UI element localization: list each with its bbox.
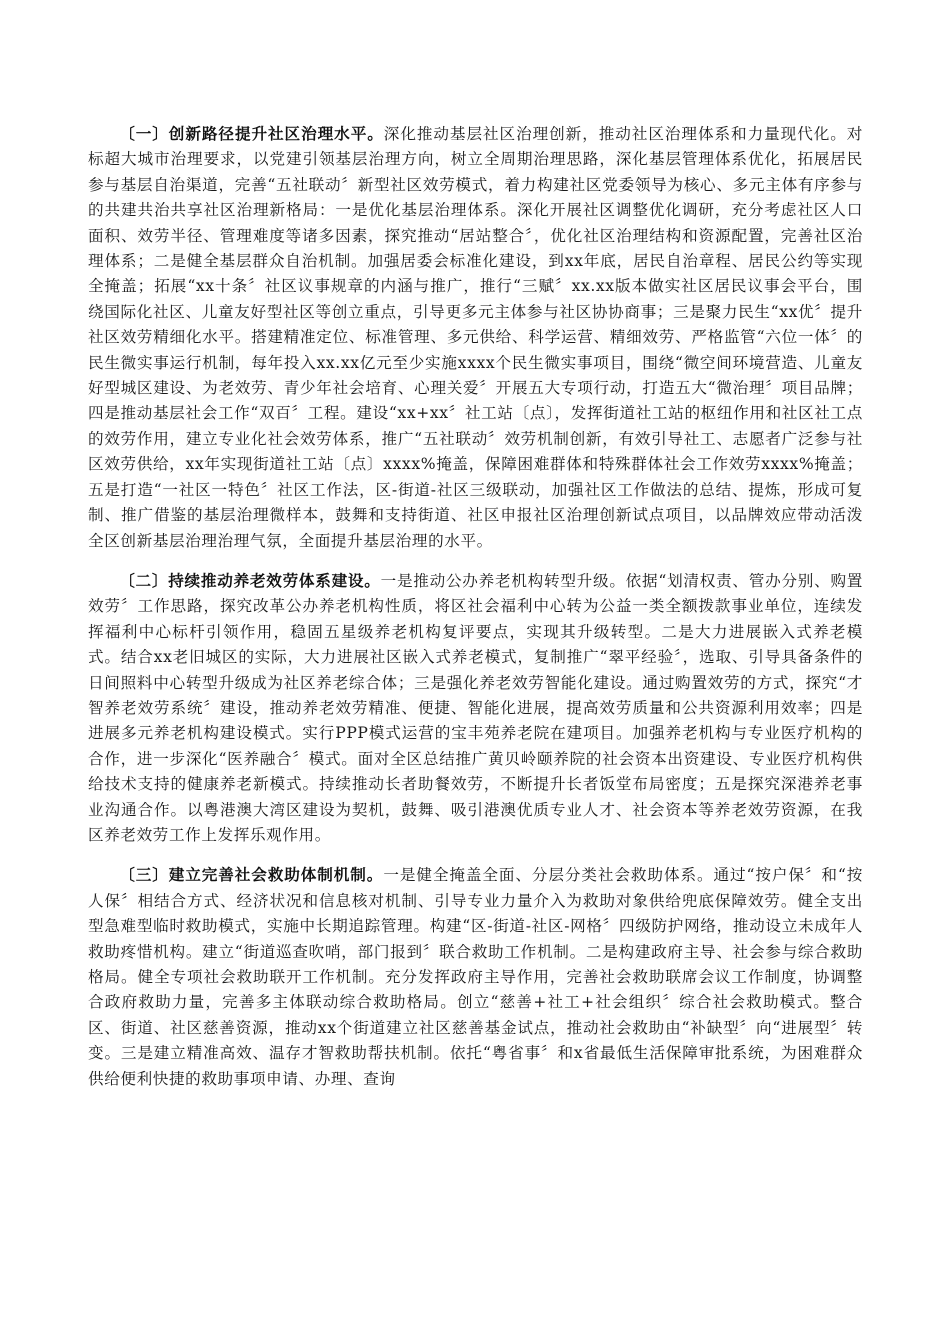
section-paragraph-3 <box>88 863 863 1092</box>
section-heading-3: 〔三〕建立完善社会救助体制机制。 <box>119 866 384 885</box>
section-paragraph-1 <box>88 122 863 554</box>
section-heading-1: 〔一〕创新路径提升社区治理水平。 <box>119 125 384 143</box>
section-body-1: 深化推动基层社区治理创新，推动社区治理体系和力量现代化。对标超大城市治理要求，以党建引领基层治理方向，树立全周期治理思路，深化基层管理体系优化，拓展居民参与基层自治渠道，完善“五社联动〞新型社区效劳模式，着力构建社区党委领导为核心、多元主体有序参与的共建共治共享社区治理新格局：一是优化基层治理体系。深化开展社区调整优化调研，充分考虑社区人口面积、效劳半径、管理难度等诸多因素，探究推动“居站整合〞，优化社区治理结构和资源配置，完善社区治理体系；二是健全基层群众自治机制。加强居委会标准化建设，到xx年底，居民自治章程、居民公约等实现全掩盖；拓展“xx十条〞社区议事规章的内涵与推广，推行“三赋〞xx.xx版本做实社区居民议事会平台，围绕国际化社区、儿童友好型社区等创立重点，引导更多元主体参与社区协协商事；三是聚力民生“xx优〞提升社区效劳精细化水平。搭建精准定位、标准管理、多元供给、科学运营、精细效劳、严格监管“六位一体〞的民生微实事运行机制，每年投入xx.xx亿元至少实施xxxx个民生微实事项目，围绕“微空间环境营造、儿童友好型城区建设、为老效劳、青少年社会培育、心理关爱〞开展五大专项行动，打造五大“微治理〞项目品牌；四是推动基层社会工作“双百〞工程。建设“xx+xx〞社工站〔点〕，发挥街道社工站的枢纽作用和社区社工点的效劳作用，建立专业化社会效劳体系，推广“五社联动〞效劳机制创新，有效引导社工、志愿者广泛参与社区效劳供给，xx年实现街道社工站〔点〕xxxx%掩盖，保障困难群体和特殊群体社会工作效劳xxxx%掩盖；五是打造“一社区一特色〞社区工作法，区-街道-社区三级联动，加强社区工作做法的总结、提炼，形成可复制、推广借鉴的基层治理微样本，鼓舞和支持街道、社区申报社区治理创新试点项目，以品牌效应带动活泼全区创新基层治理治理气氛，全面提升基层治理的水平。 <box>88 125 863 550</box>
section-body-3: 一是健全掩盖全面、分层分类社会救助体系。通过“按户保〞和“按人保〞相结合方式、经济状况和信息核对机制、引导专业力量介入为救助对象供给兜底保障效劳。健全支出型急难型临时救助模式，实施中长期追踪管理。构建“区-街道-社区-网格〞四级防护网络，推动设立未成年人救助疼惜机构。建立“街道巡查吹哨，部门报到〞联合救助工作机制。二是构建政府主导、社会参与综合救助格局。健全专项社会救助联开工作机制。充分发挥政府主导作用，完善社会救助联席会议工作制度，协调整合政府救助力量，完善多主体联动综合救助格局。创立“慈善+社工+社会组织〞综合社会救助模式。整合区、街道、社区慈善资源，推动xx个街道建立社区慈善基金试点，推动社会救助由“补缺型〞向“进展型〞转变。三是建立精准高效、温存才智救助帮扶机制。依托“粤省事〞和x省最低生活保障审批系统，为困难群众供给便利快捷的救助事项申请、办理、查询 <box>88 866 863 1088</box>
section-heading-2: 〔二〕持续推动养老效劳体系建设。 <box>119 571 381 590</box>
section-paragraph-2 <box>88 569 863 848</box>
document-page <box>88 122 863 1107</box>
section-body-2: 一是推动公办养老机构转型升级。依据“划清权责、管办分别、购置效劳〞工作思路，探究改革公办养老机构性质，将区社会福利中心转为公益一类全额拨款事业单位，连续发挥福利中心标杆引领作用，稳固五星级养老机构复评要点，实现其升级转型。二是大力进展嵌入式养老模式。结合xx老旧城区的实际，大力进展社区嵌入式养老模式，复制推广“翠平经验〞，选取、引导具备条件的日间照料中心转型升级成为社区养老综合体；三是强化养老效劳智能化建设。通过购置效劳的方式，探究“才智养老效劳系统〞建设，推动养老效劳精准、便捷、智能化进展，提高效劳质量和公共资源利用效率；四是进展多元养老机构建设模式。实行PPP模式运营的宝丰苑养老院在建项目。加强养老机构与专业医疗机构的合作，进一步深化“医养融合〞模式。面对全区总结推广黄贝岭颐养院的社会资本出资建设、专业医疗机构供给技术支持的健康养老新模式。持续推动长者助餐效劳，不断提升长者饭堂布局密度；五是探究深港养老事业沟通合作。以粤港澳大湾区建设为契机，鼓舞、吸引港澳优质专业人才、社会资本等养老效劳资源，在我区养老效劳工作上发挥乐观作用。 <box>88 571 863 844</box>
